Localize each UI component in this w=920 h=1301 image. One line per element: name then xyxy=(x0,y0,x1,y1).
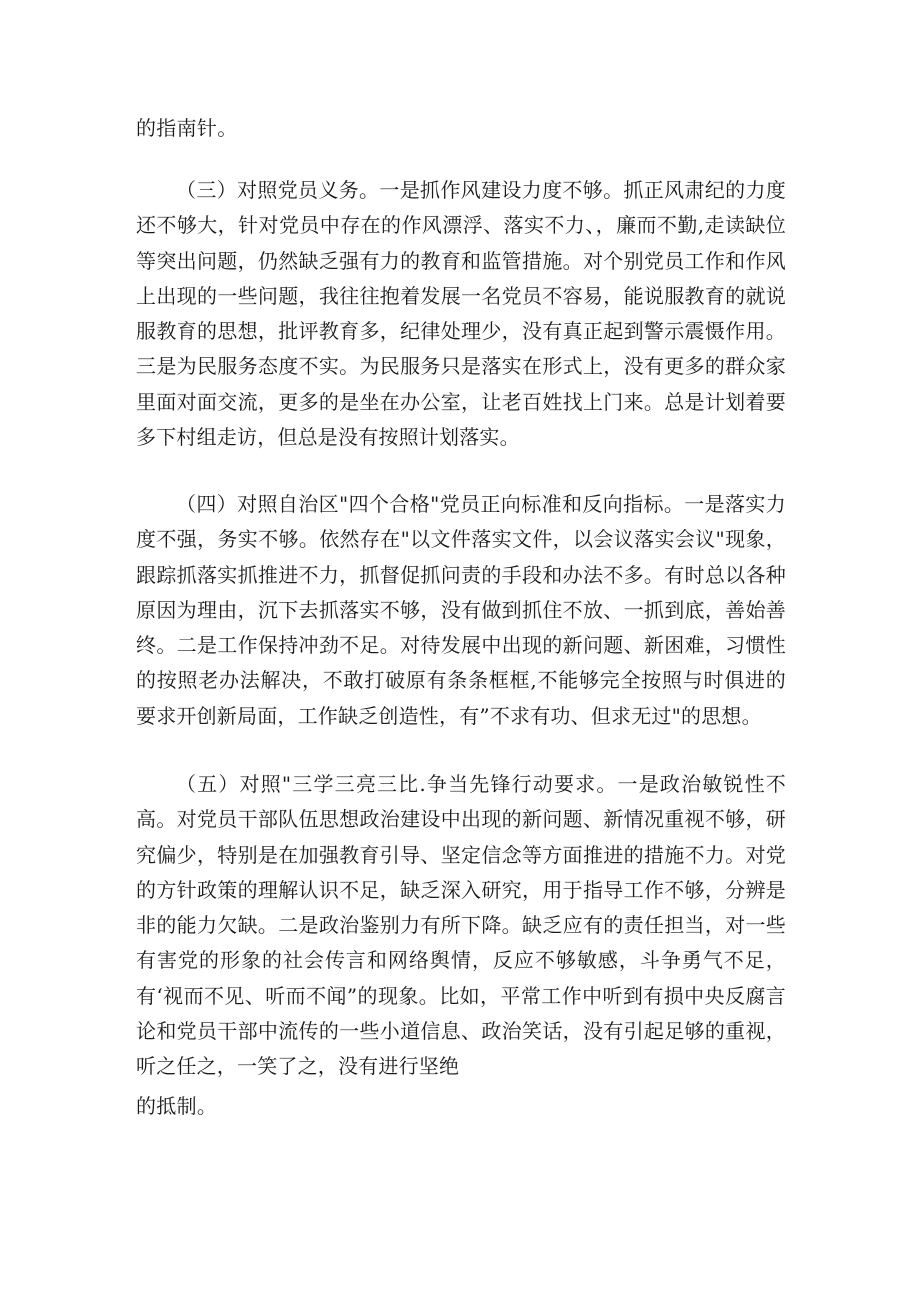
paragraph-4: （四）对照自治区"四个合格"党员正向标准和反向指标。一是落实力度不强，务实不够。依然存在"以文件落实文件，以会议落实会议"现象，跟踪抓落实抓推进不力，抓督促抓问责的手段和办法不多。有时总以各种原因为理由，沉下去抓落实不够，没有做到抓住不放、一抓到底，善始善终。二是工作保持冲劲不足。对待发展中出现的新问题、新困难，习惯性的按照老办法解决，不敢打破原有条条框框,不能够完全按照与时俱进的要求开创新局面，工作缺乏创造性，有”不求有功、但求无过"的思想。 xyxy=(136,492,786,728)
continuation-line-top: 的指南针。 xyxy=(136,116,238,140)
paragraph-5: （五）对照"三学三亮三比.争当先锋行动要求。一是政治敏锐性不高。对党员干部队伍思想政治建设中出现的新问题、新情况重视不够，研究偏少，特别是在加强教育引导、坚定信念等方面推进的措施不力。对党的方针政策的理解认识不足，缺乏深入研究，用于指导工作不够，分辨是非的能力欠缺。二是政治鉴别力有所下降。缺乏应有的责任担当，对一些有害党的形象的社会传言和网络舆情，反应不够敏感，斗争勇气不足，有‘视而不见、听而不闻”的现象。比如，平常工作中听到有损中央反腐言论和党员干部中流传的一些小道信息、政治笑话，没有引起足够的重视，听之任之，一笑了之，没有进行坚绝 xyxy=(136,772,786,1079)
paragraph-3: （三）对照党员义务。一是抓作风建设力度不够。抓正风肃纪的力度还不够大，针对党员中存在的作风漂浮、落实不力、，廉而不勤,走读缺位等突出问题，仍然缺乏强有力的教育和监管措施。对个别党员工作和作风上出现的一些问题，我往往抱着发展一名党员不容易，能说服教育的就说服教育的思想，批评教育多，纪律处理少，没有真正起到警示震慑作用。三是为民服务态度不实。为民服务只是落实在形式上，没有更多的群众家里面对面交流，更多的是坐在办公室，让老百姓找上门来。总是计划着要多下村组走访，但总是没有按照计划落实。 xyxy=(136,178,786,450)
continuation-line-bottom: 的抵制。 xyxy=(136,1094,218,1118)
